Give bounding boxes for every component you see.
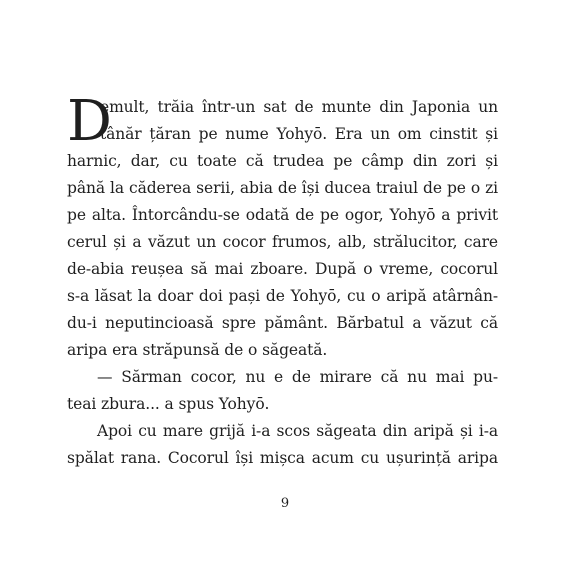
text-line-2: tânăr țăran pe nume Yohyō. Era un om cinstit și	[100, 125, 498, 143]
page-number: 9	[280, 496, 290, 511]
text-line-4: până la căderea serii, abia de își ducea traiul de pe o zi	[67, 179, 498, 197]
dialogue-line-2: teai zbura... a spus Yohyō.	[67, 395, 270, 413]
text-line-8: s-a lăsat la doar doi pași de Yohyō, cu o aripă atârnân-	[67, 287, 498, 305]
text-line-5: pe alta. Întorcându-se odată de pe ogor, Yohyō a privit	[67, 206, 498, 224]
text-line-1: emult, trăia într-un sat de munte din Japonia un	[100, 98, 498, 116]
first-paragraph-opening	[67, 89, 498, 154]
text-line-10: aripa era străpunsă de o săgeată.	[67, 341, 328, 359]
text-line-9: du-i neputincioasă spre pământ. Bărbatul a văzut că	[67, 314, 498, 332]
text-line-3: harnic, dar, cu toate că trudea pe câmp din zori și	[67, 152, 498, 170]
dialogue-line-1: — Sărman cocor, nu e de mirare că nu mai pu-	[97, 368, 498, 386]
text-line-6: cerul și a văzut un cocor frumos, alb, strălucitor, care	[67, 233, 498, 251]
story-text	[67, 89, 498, 472]
text-line-14: spălat rana. Cocorul își mișca acum cu ușurință aripa	[67, 449, 498, 467]
drop-cap-letter: D	[67, 89, 112, 154]
text-line-13: Apoi cu mare grijă i-a scos săgeata din aripă și i-a	[97, 422, 498, 440]
text-line-7: de-abia reușea să mai zboare. După o vreme, cocorul	[67, 260, 498, 278]
